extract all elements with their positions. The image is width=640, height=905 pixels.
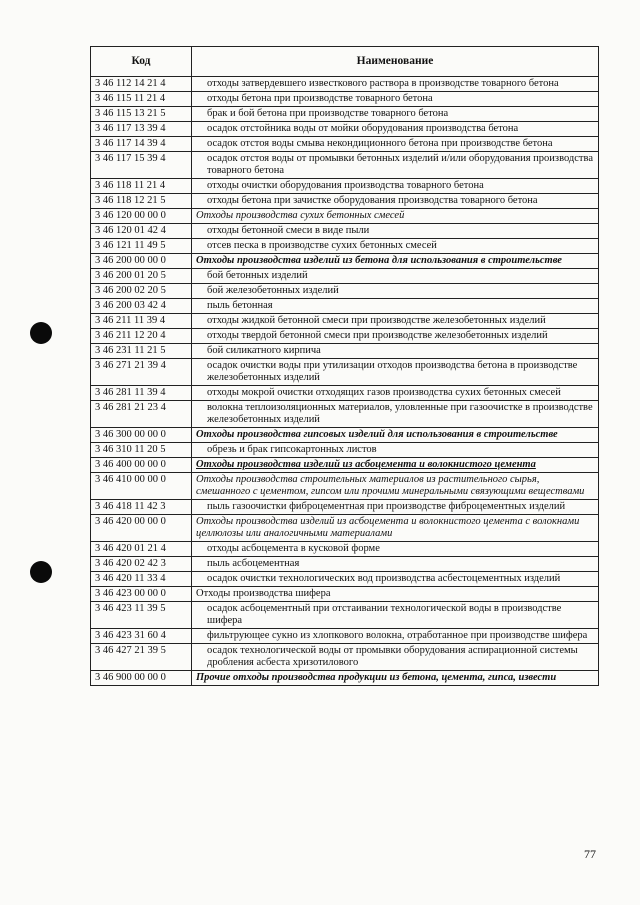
waste-name-text: отходы жидкой бетонной смеси при производстве железобетонных изделий	[207, 315, 546, 326]
table-row	[91, 152, 599, 179]
waste-name-text: осадок очистки воды при утилизации отходов производства бетона в производстве железобетонных изделий	[207, 360, 578, 383]
waste-name-text: Отходы производства шифера	[196, 588, 331, 599]
waste-name-text: пыль бетонная	[207, 300, 273, 311]
table-row	[91, 314, 599, 329]
waste-code-cell: 3 46 423 00 00 0	[91, 587, 192, 602]
waste-name-cell	[192, 152, 599, 179]
waste-code-cell: 3 46 120 00 00 0	[91, 209, 192, 224]
waste-code-cell: 3 46 200 00 00 0	[91, 254, 192, 269]
waste-name-text: фильтрующее сукно из хлопкового волокна, отработанное при производстве шифера	[207, 630, 588, 641]
waste-name-cell	[192, 284, 599, 299]
waste-name-text: осадок отстойника воды от мойки оборудования производства бетона	[207, 123, 519, 134]
waste-name-cell	[192, 209, 599, 224]
page-number: 77	[584, 847, 596, 861]
waste-name-cell	[192, 473, 599, 500]
waste-name-text: отходы бетонной смеси в виде пыли	[207, 225, 370, 236]
waste-name-cell	[192, 629, 599, 644]
table-row	[91, 92, 599, 107]
waste-name-cell	[192, 644, 599, 671]
waste-code-cell: 3 46 400 00 00 0	[91, 458, 192, 473]
table-row	[91, 254, 599, 269]
waste-name-text: отходы затвердевшего известкового раствора в производстве товарного бетона	[207, 78, 559, 89]
waste-name-cell	[192, 557, 599, 572]
waste-name-text: бой бетонных изделий	[207, 270, 308, 281]
name-column-header: Наименование	[192, 47, 599, 77]
waste-code-cell: 3 46 211 11 39 4	[91, 314, 192, 329]
waste-name-cell	[192, 443, 599, 458]
waste-name-text: отходы мокрой очистки отходящих газов производства сухих бетонных смесей	[207, 387, 561, 398]
waste-code-cell: 3 46 200 03 42 4	[91, 299, 192, 314]
table-row	[91, 542, 599, 557]
waste-code-cell: 3 46 420 01 21 4	[91, 542, 192, 557]
table-row	[91, 572, 599, 587]
waste-code-cell: 3 46 427 21 39 5	[91, 644, 192, 671]
waste-name-cell	[192, 179, 599, 194]
waste-name-text: осадок технологической воды от промывки оборудования аспирационной системы дробления асбеста хризотилового	[207, 645, 578, 668]
table-row	[91, 194, 599, 209]
code-column-header: Код	[91, 47, 192, 77]
waste-code-cell: 3 46 200 01 20 5	[91, 269, 192, 284]
table-row	[91, 107, 599, 122]
waste-code-cell: 3 46 300 00 00 0	[91, 428, 192, 443]
waste-code-cell: 3 46 423 31 60 4	[91, 629, 192, 644]
waste-code-cell: 3 46 420 02 42 3	[91, 557, 192, 572]
waste-code-cell: 3 46 117 15 39 4	[91, 152, 192, 179]
waste-code-cell: 3 46 200 02 20 5	[91, 284, 192, 299]
waste-name-text: Отходы производства гипсовых изделий для использования в строительстве	[196, 429, 558, 440]
binder-hole	[30, 561, 52, 583]
table-row	[91, 443, 599, 458]
waste-name-text: отходы твердой бетонной смеси при производстве железобетонных изделий	[207, 330, 548, 341]
waste-name-cell	[192, 122, 599, 137]
waste-name-text: отсев песка в производстве сухих бетонных смесей	[207, 240, 437, 251]
waste-code-cell: 3 46 423 11 39 5	[91, 602, 192, 629]
table-row	[91, 644, 599, 671]
waste-code-cell: 3 46 418 11 42 3	[91, 500, 192, 515]
binder-hole	[30, 322, 52, 344]
waste-code-cell: 3 46 281 21 23 4	[91, 401, 192, 428]
waste-name-text: обрезь и брак гипсокартонных листов	[207, 444, 377, 455]
table-row	[91, 515, 599, 542]
waste-name-text: Прочие отходы производства продукции из бетона, цемента, гипса, извести	[196, 672, 557, 683]
table-row	[91, 329, 599, 344]
waste-code-cell: 3 46 420 00 00 0	[91, 515, 192, 542]
waste-name-cell	[192, 428, 599, 443]
table-row	[91, 500, 599, 515]
table-row	[91, 344, 599, 359]
waste-name-cell	[192, 224, 599, 239]
waste-code-cell: 3 46 120 01 42 4	[91, 224, 192, 239]
waste-name-text: отходы очистки оборудования производства товарного бетона	[207, 180, 484, 191]
waste-name-cell	[192, 254, 599, 269]
waste-name-cell	[192, 386, 599, 401]
table-row	[91, 557, 599, 572]
waste-code-cell: 3 46 420 11 33 4	[91, 572, 192, 587]
table-row	[91, 299, 599, 314]
waste-name-text: осадок отстоя воды смыва некондиционного бетона при производстве бетона	[207, 138, 553, 149]
waste-name-text: Отходы производства изделий из асбоцемента и волокнистого цемента	[196, 459, 536, 470]
waste-name-text: Отходы производства изделий из асбоцемента и волокнистого цемента с волокнами целлюлозы или аналогичными материалами	[196, 516, 580, 539]
waste-name-cell	[192, 458, 599, 473]
waste-name-text: пыль газоочистки фиброцементная при производстве фиброцементных изделий	[207, 501, 566, 512]
waste-name-text: брак и бой бетона при производстве товарного бетона	[207, 108, 449, 119]
waste-name-text: пыль асбоцементная	[207, 558, 300, 569]
waste-code-cell: 3 46 211 12 20 4	[91, 329, 192, 344]
waste-code-cell: 3 46 115 13 21 5	[91, 107, 192, 122]
waste-code-table	[90, 46, 599, 686]
table-row	[91, 239, 599, 254]
table-row	[91, 629, 599, 644]
waste-code-cell: 3 46 231 11 21 5	[91, 344, 192, 359]
waste-code-cell: 3 46 410 00 00 0	[91, 473, 192, 500]
waste-name-cell	[192, 314, 599, 329]
table-row	[91, 179, 599, 194]
waste-code-cell: 3 46 121 11 49 5	[91, 239, 192, 254]
waste-name-text: осадок асбоцементный при отстаивании технологической воды в производстве шифера	[207, 603, 562, 626]
table-row	[91, 77, 599, 92]
table-row	[91, 428, 599, 443]
table-row	[91, 137, 599, 152]
waste-name-cell	[192, 344, 599, 359]
waste-name-cell	[192, 77, 599, 92]
table-row	[91, 269, 599, 284]
table-row	[91, 473, 599, 500]
waste-name-cell	[192, 587, 599, 602]
waste-name-text: Отходы производства изделий из бетона для использования в строительстве	[196, 255, 562, 266]
table-row	[91, 587, 599, 602]
waste-name-text: осадок отстоя воды от промывки бетонных изделий и/или оборудования производства товарного бетона	[207, 153, 593, 176]
waste-name-text: осадок очистки технологических вод производства асбестоцементных изделий	[207, 573, 561, 584]
table-row	[91, 224, 599, 239]
waste-name-text: Отходы производства сухих бетонных смесей	[196, 210, 405, 221]
waste-code-cell: 3 46 900 00 00 0	[91, 671, 192, 686]
waste-name-text: бой железобетонных изделий	[207, 285, 339, 296]
waste-name-text: отходы бетона при зачистке оборудования производства товарного бетона	[207, 195, 538, 206]
waste-name-cell	[192, 602, 599, 629]
table-row	[91, 401, 599, 428]
table-row	[91, 209, 599, 224]
waste-name-text: волокна теплоизоляционных материалов, уловленные при газоочистке в производстве железобетонных изделий	[207, 402, 593, 425]
waste-name-cell	[192, 401, 599, 428]
waste-name-cell	[192, 542, 599, 557]
waste-name-cell	[192, 515, 599, 542]
table-row	[91, 284, 599, 299]
waste-name-cell	[192, 359, 599, 386]
waste-code-cell: 3 46 281 11 39 4	[91, 386, 192, 401]
waste-name-cell	[192, 194, 599, 209]
waste-code-cell: 3 46 118 12 21 5	[91, 194, 192, 209]
waste-code-cell: 3 46 118 11 21 4	[91, 179, 192, 194]
table-row	[91, 122, 599, 137]
waste-name-cell	[192, 500, 599, 515]
waste-name-text: Отходы производства строительных материалов из растительного сырья, смешанного с цементом, гипсом или прочими минеральными связующими веществами	[196, 474, 585, 497]
waste-name-cell	[192, 329, 599, 344]
table-row	[91, 602, 599, 629]
table-header-row	[91, 47, 599, 77]
waste-code-cell: 3 46 271 21 39 4	[91, 359, 192, 386]
waste-code-cell: 3 46 117 13 39 4	[91, 122, 192, 137]
waste-name-cell	[192, 239, 599, 254]
waste-code-cell: 3 46 112 14 21 4	[91, 77, 192, 92]
waste-code-cell: 3 46 310 11 20 5	[91, 443, 192, 458]
waste-code-cell: 3 46 115 11 21 4	[91, 92, 192, 107]
waste-name-cell	[192, 137, 599, 152]
table-row	[91, 671, 599, 686]
table-row	[91, 359, 599, 386]
waste-name-cell	[192, 107, 599, 122]
table-row	[91, 386, 599, 401]
waste-name-text: отходы бетона при производстве товарного бетона	[207, 93, 433, 104]
waste-name-cell	[192, 572, 599, 587]
waste-name-text: отходы асбоцемента в кусковой форме	[207, 543, 380, 554]
waste-code-cell: 3 46 117 14 39 4	[91, 137, 192, 152]
waste-name-cell	[192, 92, 599, 107]
waste-name-cell	[192, 299, 599, 314]
waste-name-text: бой силикатного кирпича	[207, 345, 321, 356]
table-row	[91, 458, 599, 473]
waste-name-cell	[192, 671, 599, 686]
waste-name-cell	[192, 269, 599, 284]
